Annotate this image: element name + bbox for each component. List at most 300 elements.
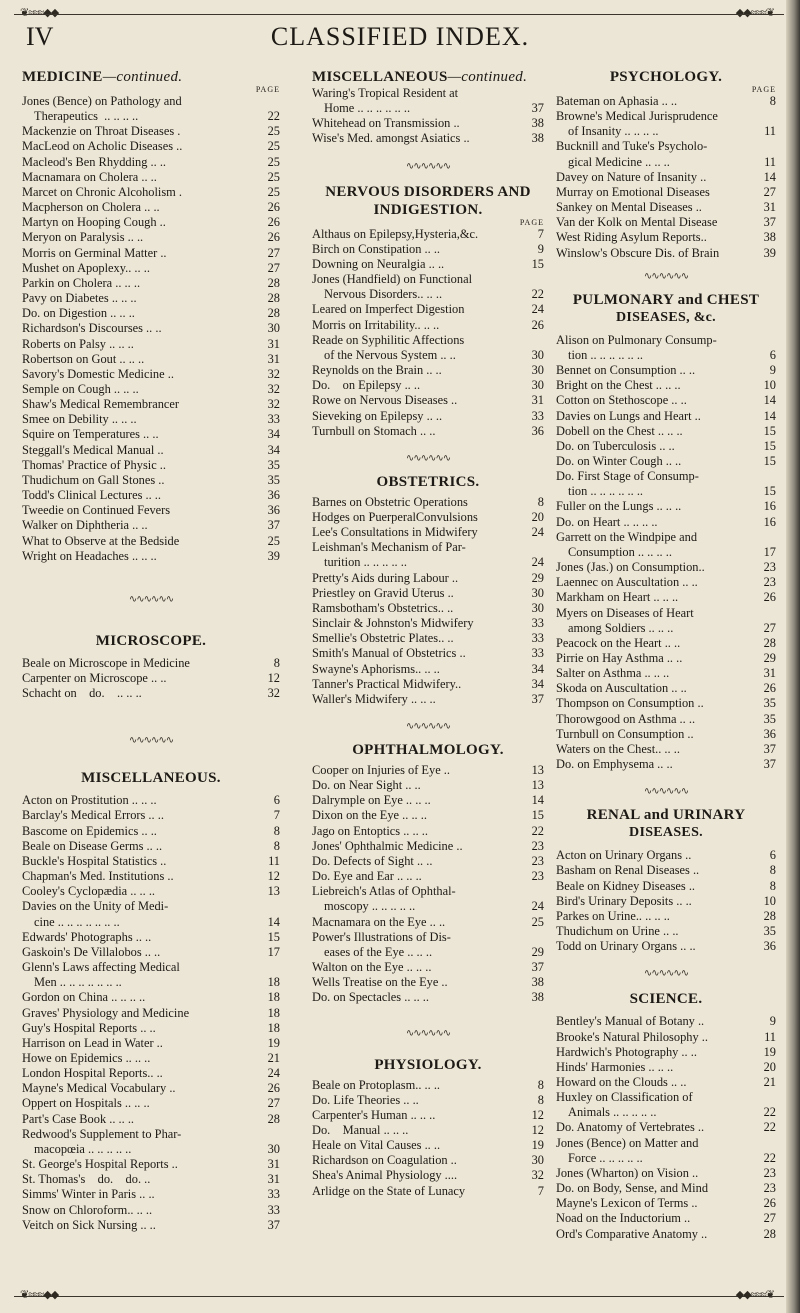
index-entry — [22, 367, 280, 382]
index-entry — [556, 185, 776, 200]
index-entry — [556, 651, 776, 666]
entry-title: Sinclair & Johnston's Midwifery — [312, 616, 474, 631]
index-entry — [22, 656, 280, 671]
entry-page-number: 15 — [763, 438, 776, 453]
entry-page-number: 35 — [763, 711, 776, 726]
entry-title: Glenn's Laws affecting Medical — [22, 960, 180, 975]
entry-page-number: 17 — [763, 544, 776, 559]
entry-page-number: 15 — [763, 453, 776, 468]
entry-title: Gordon on China .. .. .. .. — [22, 990, 146, 1005]
entry-title: Bird's Urinary Deposits .. .. — [556, 893, 692, 908]
index-entry — [556, 246, 776, 261]
index-entry — [312, 333, 544, 348]
entry-title: Alison on Pulmonary Consump- — [556, 332, 717, 347]
index-entry — [22, 686, 280, 701]
entry-title: Brooke's Natural Philosophy .. — [556, 1029, 708, 1044]
entry-title: Force .. .. .. .. .. — [568, 1150, 643, 1165]
index-entry — [312, 1078, 544, 1093]
entry-title: among Soldiers .. .. .. — [568, 620, 674, 635]
entry-title: Parkin on Cholera .. .. .. — [22, 275, 141, 290]
entry-title: Mayne's Lexicon of Terms .. — [556, 1196, 698, 1211]
entry-title: of the Nervous System .. .. — [324, 347, 456, 362]
page-number: IV — [26, 22, 54, 51]
entry-title: Waters on the Chest.. .. .. — [556, 741, 680, 756]
index-entry — [22, 261, 280, 276]
entry-title: Chapman's Med. Institutions .. — [22, 869, 174, 884]
entry-title: Mackenzie on Throat Diseases . — [22, 124, 181, 139]
entry-title: Meryon on Paralysis .. .. — [22, 230, 144, 245]
index-entry — [312, 869, 544, 884]
index-entry — [22, 230, 280, 245]
entry-title: Graves' Physiology and Medicine — [22, 1005, 190, 1020]
section-subtitle: DISEASES. — [629, 825, 703, 841]
index-entry — [312, 540, 544, 555]
entry-page-number: 16 — [763, 514, 776, 529]
entry-page-number: 14 — [531, 793, 544, 808]
entry-title: Robertson on Gout .. .. .. — [22, 351, 145, 366]
entry-title: Browne's Medical Jurisprudence — [556, 109, 718, 124]
index-entry — [312, 899, 544, 914]
index-entry — [312, 1168, 544, 1183]
entry-page-number: 32 — [267, 397, 280, 412]
entry-page-number: 15 — [763, 484, 776, 499]
entry-title: Buckle's Hospital Statistics .. — [22, 853, 167, 868]
entry-page-number: 25 — [267, 533, 280, 548]
entry-title: eases of the Eye .. .. .. — [324, 944, 433, 959]
index-entry — [556, 575, 776, 590]
section-title: PSYCHOLOGY. — [609, 69, 723, 85]
entry-page-number: 30 — [267, 321, 280, 336]
column-1 — [22, 68, 280, 1233]
index-entry — [312, 763, 544, 778]
entry-page-number: 37 — [763, 757, 776, 772]
entry-page-number: 22 — [763, 1105, 776, 1120]
entry-page-number: 12 — [267, 671, 280, 685]
entry-page-number: 27 — [267, 260, 280, 275]
index-entry — [22, 124, 280, 139]
index-entry — [22, 291, 280, 306]
entry-title: Schacht on do. .. .. .. — [22, 686, 142, 701]
index-entry — [556, 530, 776, 545]
index-entry — [22, 427, 280, 442]
index-entry — [556, 484, 776, 499]
entry-title: Laennec on Auscultation .. .. — [556, 575, 698, 590]
index-entry — [22, 412, 280, 427]
index-entry — [312, 662, 544, 677]
entry-page-number: 30 — [531, 378, 544, 393]
entry-page-number: 35 — [267, 472, 280, 487]
index-entry — [556, 727, 776, 742]
index-entry — [312, 778, 544, 793]
entry-page-number: 7 — [537, 1183, 544, 1198]
entry-title: Morris on Germinal Matter .. — [22, 245, 167, 260]
entry-page-number: 32 — [531, 1168, 544, 1183]
entry-page-number: 13 — [531, 763, 544, 777]
entry-page-number: 8 — [537, 494, 544, 509]
entry-page-number: 11 — [764, 154, 776, 169]
entry-title: Do. Defects of Sight .. .. — [312, 853, 433, 868]
entry-title: Consumption .. .. .. .. — [568, 544, 672, 559]
section-title: MEDICINE—continued. — [22, 69, 183, 85]
entry-page-number: 38 — [531, 975, 544, 990]
index-entry — [556, 924, 776, 939]
index-entry — [556, 170, 776, 185]
index-entry — [556, 515, 776, 530]
index-entry — [556, 1014, 776, 1029]
entry-title: Veitch on Sick Nursing .. .. — [22, 1217, 156, 1232]
index-entry — [312, 1184, 544, 1199]
entry-title: Home .. .. .. .. .. .. — [324, 101, 411, 116]
entry-title: Wise's Med. amongst Asiatics .. — [312, 131, 470, 146]
index-entry — [22, 185, 280, 200]
entry-page-number: 26 — [267, 230, 280, 245]
entry-title: Van der Kolk on Mental Disease — [556, 215, 718, 230]
entry-page-number: 20 — [763, 1059, 776, 1074]
entry-title: Nervous Disorders.. .. .. — [324, 287, 443, 302]
entry-page-number: 22 — [763, 1120, 776, 1135]
entry-title: Skoda on Auscultation .. .. — [556, 681, 687, 696]
entry-page-number: 28 — [267, 275, 280, 290]
entry-page-number: 38 — [531, 990, 544, 1005]
entry-title: Jones (Wharton) on Vision .. — [556, 1165, 699, 1180]
index-entry — [312, 1093, 544, 1108]
entry-page-number: 18 — [267, 990, 280, 1005]
index-entry — [556, 636, 776, 651]
index-entry — [556, 469, 776, 484]
index-entry — [312, 975, 544, 990]
entry-page-number: 31 — [763, 666, 776, 681]
entry-page-number: 24 — [531, 525, 544, 540]
entry-title: Savory's Domestic Medicine .. — [22, 366, 174, 381]
entry-page-number: 36 — [763, 939, 776, 954]
index-entry — [22, 518, 280, 533]
entry-title: Jones' Ophthalmic Medicine .. — [312, 838, 463, 853]
index-entry — [22, 960, 280, 975]
index-entry — [22, 1021, 280, 1036]
index-entry — [556, 590, 776, 605]
index-entry — [312, 616, 544, 631]
entry-page-number: 6 — [273, 793, 280, 808]
entry-page-number: 25 — [267, 184, 280, 199]
entry-title: Shea's Animal Physiology .... — [312, 1168, 458, 1183]
divider-ornament: ∿∿∿∿∿∿ — [405, 160, 451, 172]
entry-title: Salter on Asthma .. .. .. — [556, 666, 670, 681]
index-entry — [556, 1181, 776, 1196]
entry-page-number: 37 — [531, 101, 544, 116]
entry-title: Morris on Irritability.. .. .. — [312, 317, 440, 332]
index-entry — [312, 116, 544, 131]
entry-page-number: 32 — [267, 686, 280, 701]
entry-title: Acton on Urinary Organs .. — [556, 848, 692, 863]
entry-page-number: 23 — [763, 1165, 776, 1180]
entry-title: Part's Case Book .. .. .. — [22, 1111, 135, 1126]
entry-title: Thorowgood on Asthma .. .. — [556, 711, 696, 726]
entry-title: Martyn on Hooping Cough .. — [22, 215, 166, 230]
entry-page-number: 35 — [267, 457, 280, 472]
entry-title: Althaus on Epilepsy,Hysteria,&c. — [312, 226, 479, 241]
index-entry — [556, 230, 776, 245]
entry-page-number: 22 — [531, 823, 544, 838]
index-entry — [312, 960, 544, 975]
entry-title: Davey on Nature of Insanity .. — [556, 169, 707, 184]
entry-list — [312, 763, 544, 1006]
index-entry — [22, 549, 280, 564]
entry-title: St. George's Hospital Reports .. — [22, 1157, 178, 1172]
index-entry — [556, 863, 776, 878]
entry-page-number: 13 — [531, 778, 544, 793]
index-entry — [312, 393, 544, 408]
entry-page-number: 25 — [267, 169, 280, 184]
entry-page-number: 22 — [531, 287, 544, 302]
entry-title: Do. on Body, Sense, and Mind — [556, 1181, 709, 1196]
entry-page-number: 15 — [531, 808, 544, 823]
entry-title: Smith's Manual of Obstetrics .. — [312, 646, 466, 661]
entry-page-number: 11 — [764, 124, 776, 139]
index-entry — [22, 337, 280, 352]
entry-page-number: 33 — [267, 1187, 280, 1202]
entry-title: Howe on Epidemics .. .. .. — [22, 1050, 151, 1065]
entry-list — [556, 848, 776, 954]
index-entry — [312, 86, 544, 101]
entry-page-number: 30 — [531, 1153, 544, 1168]
entry-page-number: 34 — [531, 676, 544, 691]
entry-list — [312, 495, 544, 707]
entry-title: Do. on Winter Cough .. .. — [556, 453, 682, 468]
index-entry — [312, 915, 544, 930]
section-subtitle: DISEASES, &c. — [616, 309, 716, 325]
entry-title: Heale on Vital Causes .. .. — [312, 1138, 441, 1153]
entry-page-number: 27 — [267, 1096, 280, 1111]
index-entry — [22, 382, 280, 397]
divider-ornament: ∿∿∿∿∿∿ — [643, 786, 689, 798]
entry-title: Dalrymple on Eye .. .. .. — [312, 793, 431, 808]
divider-ornament: ∿∿∿∿∿∿ — [405, 452, 451, 464]
index-entry — [312, 1153, 544, 1168]
index-entry — [556, 848, 776, 863]
entry-page-number: 31 — [267, 336, 280, 351]
index-entry — [22, 1112, 280, 1127]
bottom-rule — [14, 1296, 784, 1297]
entry-title: Cooley's Cyclopædia .. .. .. — [22, 884, 156, 899]
index-entry — [22, 306, 280, 321]
entry-page-number: 28 — [267, 306, 280, 321]
index-entry — [22, 884, 280, 899]
top-right-ornament: ◆◆≈≈≈❦ — [735, 7, 774, 19]
top-left-ornament: ❦≈≈≈◆◆ — [20, 7, 59, 19]
index-entry — [312, 1108, 544, 1123]
entry-title: Jones (Bence) on Matter and — [556, 1135, 699, 1150]
entry-page-number: 14 — [763, 408, 776, 423]
entry-title: Beale on Microscope in Medicine — [22, 655, 190, 670]
index-entry — [556, 94, 776, 109]
entry-title: Walker on Diphtheria .. .. — [22, 518, 148, 533]
entry-title: Jones (Handfield) on Functional — [312, 272, 473, 287]
entry-page-number: 23 — [763, 560, 776, 575]
entry-page-number: 36 — [531, 423, 544, 438]
entry-title: London Hospital Reports.. .. — [22, 1066, 163, 1081]
entry-list — [22, 793, 280, 1233]
entry-title: Mushet on Apoplexy.. .. .. — [22, 260, 150, 275]
entry-title: gical Medicine .. .. .. — [568, 154, 670, 169]
divider-ornament: ∿∿∿∿∿∿ — [405, 1027, 451, 1039]
entry-title: Do. on Digestion .. .. .. — [22, 306, 135, 321]
entry-list — [22, 656, 280, 701]
entry-title: Todd's Clinical Lectures .. .. — [22, 488, 162, 503]
divider-ornament: ∿∿∿∿∿∿ — [643, 270, 689, 282]
index-entry — [22, 1142, 280, 1157]
index-entry — [312, 424, 544, 439]
entry-page-number: 8 — [273, 655, 280, 670]
index-entry — [22, 503, 280, 518]
entry-title: Macnamara on Cholera .. .. — [22, 169, 157, 184]
entry-title: Marcet on Chronic Alcoholism . — [22, 184, 183, 199]
entry-title: Ramsbotham's Obstetrics.. .. — [312, 600, 454, 615]
entry-title: Leishman's Mechanism of Par- — [312, 540, 466, 555]
entry-title: Whitehead on Transmission .. — [312, 116, 460, 131]
index-entry — [312, 131, 544, 146]
entry-title: Do. Anatomy of Vertebrates .. — [556, 1120, 705, 1135]
entry-title: Todd on Urinary Organs .. .. — [556, 939, 696, 954]
page-title: CLASSIFIED INDEX. — [270, 22, 530, 51]
entry-page-number: 28 — [763, 635, 776, 650]
entry-title: Barclay's Medical Errors .. .. — [22, 808, 164, 823]
index-entry — [22, 869, 280, 884]
entry-title: of Insanity .. .. .. .. — [568, 124, 659, 139]
index-entry — [312, 793, 544, 808]
section-title: PHYSIOLOGY. — [374, 1056, 482, 1073]
index-entry — [22, 458, 280, 473]
column-3 — [556, 68, 776, 1242]
index-entry — [556, 200, 776, 215]
entry-title: Bucknill and Tuke's Psycholo- — [556, 139, 708, 154]
entry-title: Do. on Tuberculosis .. .. — [556, 438, 675, 453]
entry-page-number: 35 — [763, 696, 776, 711]
index-entry — [556, 1120, 776, 1135]
entry-list — [312, 1078, 544, 1199]
index-entry — [312, 302, 544, 317]
entry-page-number: 9 — [537, 241, 544, 256]
index-entry — [556, 545, 776, 560]
entry-title: Do. Eye and Ear .. .. .. — [312, 869, 422, 884]
index-entry — [22, 321, 280, 336]
entry-title: Huxley on Classification of — [556, 1090, 693, 1105]
index-entry — [556, 666, 776, 681]
entry-page-number: 33 — [267, 1202, 280, 1217]
entry-title: Pretty's Aids during Labour .. — [312, 570, 459, 585]
entry-title: Ord's Comparative Anatomy .. — [556, 1226, 708, 1241]
index-entry — [556, 894, 776, 909]
entry-title: Thompson on Consumption .. — [556, 696, 704, 711]
entry-page-number: 31 — [267, 1172, 280, 1187]
entry-title: Guy's Hospital Reports .. .. — [22, 1020, 156, 1035]
entry-page-number: 29 — [763, 651, 776, 665]
entry-page-number: 15 — [267, 929, 280, 944]
entry-title: Edwards' Photographs .. .. — [22, 929, 152, 944]
index-entry — [556, 378, 776, 393]
entry-title: Bascome on Epidemics .. .. — [22, 823, 157, 838]
index-entry — [22, 200, 280, 215]
entry-title: Sankey on Mental Diseases .. — [556, 200, 702, 215]
entry-title: Waller's Midwifery .. .. .. — [312, 691, 436, 706]
entry-page-number: 6 — [769, 848, 776, 863]
entry-page-number: 8 — [273, 838, 280, 853]
index-entry — [312, 824, 544, 839]
entry-title: Arlidge on the State of Lunacy — [312, 1183, 466, 1198]
index-entry — [556, 1075, 776, 1090]
index-entry — [22, 1066, 280, 1081]
index-entry — [312, 601, 544, 616]
entry-title: Priestley on Gravid Uterus .. — [312, 585, 454, 600]
entry-page-number: 24 — [531, 302, 544, 317]
entry-title: Waring's Tropical Resident at — [312, 86, 459, 100]
entry-title: Macleod's Ben Rhydding .. .. — [22, 154, 167, 169]
index-entry — [556, 333, 776, 348]
entry-title: Lee's Consultations in Midwifery — [312, 525, 478, 540]
entry-title: Shaw's Medical Remembrancer — [22, 397, 180, 412]
entry-title: tion .. .. .. .. .. .. — [568, 347, 644, 362]
entry-title: Bennet on Consumption .. .. — [556, 363, 696, 378]
entry-title: Do. Life Theories .. .. — [312, 1092, 419, 1107]
index-entry — [22, 1187, 280, 1202]
entry-list — [556, 1014, 776, 1241]
entry-page-number: 24 — [531, 899, 544, 914]
entry-page-number: 37 — [763, 741, 776, 756]
entry-title: Basham on Renal Diseases .. — [556, 863, 700, 878]
entry-page-number: 12 — [531, 1107, 544, 1122]
index-entry — [22, 155, 280, 170]
index-entry — [556, 939, 776, 954]
index-entry — [312, 510, 544, 525]
entry-page-number: 28 — [267, 291, 280, 306]
index-entry — [556, 1211, 776, 1226]
entry-page-number: 14 — [267, 914, 280, 929]
index-entry — [22, 352, 280, 367]
bottom-left-ornament: ❦≈≈≈◆◆ — [20, 1289, 59, 1301]
entry-page-number: 21 — [267, 1050, 280, 1065]
entry-title: Noad on the Inductorium .. — [556, 1211, 691, 1226]
entry-page-number: 33 — [531, 631, 544, 646]
entry-title: Macnamara on the Eye .. .. — [312, 914, 446, 929]
section-title: MISCELLANEOUS—continued. — [312, 69, 528, 85]
entry-page-number: 32 — [267, 366, 280, 381]
index-entry — [22, 473, 280, 488]
entry-title: cine .. .. .. .. .. .. .. — [34, 914, 120, 929]
index-entry — [22, 1172, 280, 1187]
index-entry — [556, 109, 776, 124]
entry-title: Redwood's Supplement to Phar- — [22, 1126, 182, 1141]
index-entry — [556, 1060, 776, 1075]
entry-title: Semple on Cough .. .. .. — [22, 381, 139, 396]
index-entry — [556, 1227, 776, 1242]
entry-page-number: 28 — [267, 1111, 280, 1126]
entry-page-number: 37 — [267, 518, 280, 533]
entry-page-number: 17 — [267, 944, 280, 959]
entry-page-number: 12 — [531, 1122, 544, 1137]
page-column-header: PAGE — [751, 85, 776, 94]
entry-title: Beale on Kidney Diseases .. — [556, 878, 696, 893]
entry-title: Do. on Emphysema .. .. — [556, 757, 673, 772]
index-entry — [556, 454, 776, 469]
entry-page-number: 25 — [531, 914, 544, 929]
entry-title: Thomas' Practice of Physic .. — [22, 457, 167, 472]
entry-title: Barnes on Obstetric Operations — [312, 494, 468, 509]
entry-title: Carpenter's Human .. .. .. — [312, 1107, 436, 1122]
entry-page-number: 33 — [531, 408, 544, 423]
index-entry — [22, 1051, 280, 1066]
index-entry — [556, 215, 776, 230]
entry-page-number: 30 — [531, 600, 544, 615]
entry-page-number: 8 — [273, 823, 280, 838]
